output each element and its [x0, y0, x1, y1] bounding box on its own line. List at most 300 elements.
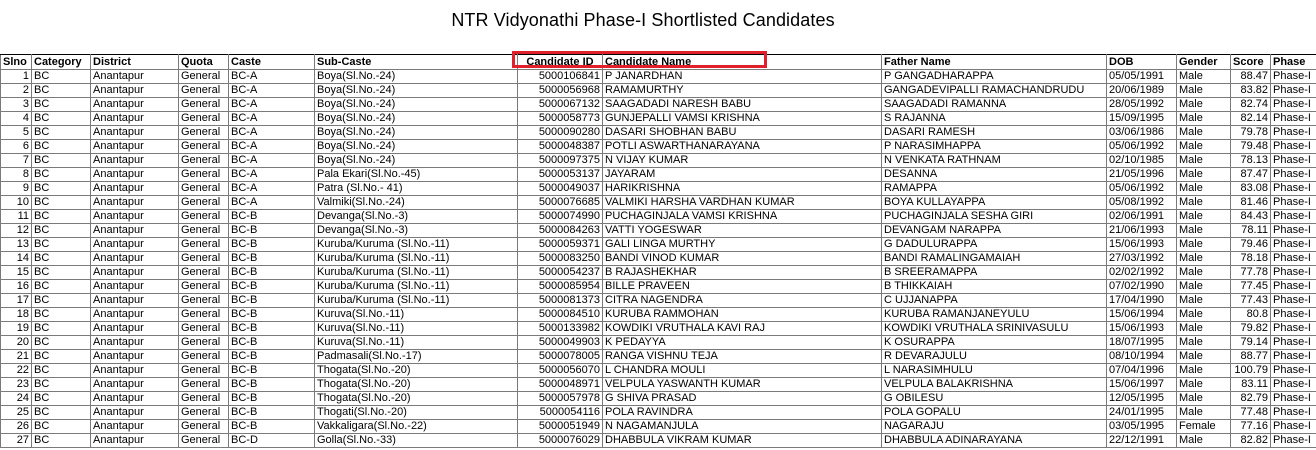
cell-slno: 8: [1, 168, 32, 182]
column-header-quota: Quota: [179, 55, 229, 70]
cell-slno: 2: [1, 84, 32, 98]
cell-gender: Male: [1177, 154, 1231, 168]
cell-sub-caste: Kuruba/Kuruma (Sl.No.-11): [315, 280, 518, 294]
cell-father-name: POLA GOPALU: [882, 406, 1107, 420]
cell-candidate-id: 5000058773: [518, 112, 603, 126]
cell-slno: 1: [1, 70, 32, 84]
cell-candidate-name: VALMIKI HARSHA VARDHAN KUMAR: [603, 196, 882, 210]
cell-caste: BC-A: [229, 112, 315, 126]
cell-slno: 4: [1, 112, 32, 126]
cell-caste: BC-B: [229, 224, 315, 238]
cell-phase: Phase-I: [1271, 266, 1316, 280]
table-row: [1, 252, 1316, 266]
cell-candidate-id: 5000076029: [518, 434, 603, 448]
cell-phase: Phase-I: [1271, 84, 1316, 98]
table-row: [1, 126, 1316, 140]
cell-dob: 02/02/1992: [1107, 266, 1177, 280]
cell-slno: 24: [1, 392, 32, 406]
table-row: [1, 238, 1316, 252]
cell-dob: 18/07/1995: [1107, 336, 1177, 350]
cell-sub-caste: Thogata(Sl.No.-20): [315, 378, 518, 392]
cell-category: BC: [32, 84, 91, 98]
cell-father-name: DHABBULA ADINARAYANA: [882, 434, 1107, 448]
cell-gender: Male: [1177, 280, 1231, 294]
cell-category: BC: [32, 322, 91, 336]
cell-category: BC: [32, 294, 91, 308]
cell-category: BC: [32, 182, 91, 196]
cell-gender: Male: [1177, 196, 1231, 210]
cell-caste: BC-A: [229, 196, 315, 210]
cell-sub-caste: Padmasali(Sl.No.-17): [315, 350, 518, 364]
cell-score: 77.45: [1231, 280, 1271, 294]
table-row: [1, 364, 1316, 378]
cell-candidate-name: L CHANDRA MOULI: [603, 364, 882, 378]
cell-phase: Phase-I: [1271, 420, 1316, 434]
cell-category: BC: [32, 420, 91, 434]
cell-dob: 27/03/1992: [1107, 252, 1177, 266]
cell-candidate-id: 5000076685: [518, 196, 603, 210]
cell-category: BC: [32, 126, 91, 140]
cell-gender: Male: [1177, 140, 1231, 154]
cell-score: 83.11: [1231, 378, 1271, 392]
cell-district: Anantapur: [91, 364, 179, 378]
cell-sub-caste: Pala Ekari(Sl.No.-45): [315, 168, 518, 182]
cell-sub-caste: Boya(Sl.No.-24): [315, 126, 518, 140]
cell-gender: Male: [1177, 168, 1231, 182]
table-row: [1, 434, 1316, 448]
cell-slno: 27: [1, 434, 32, 448]
cell-district: Anantapur: [91, 252, 179, 266]
cell-sub-caste: Boya(Sl.No.-24): [315, 154, 518, 168]
cell-phase: Phase-I: [1271, 112, 1316, 126]
cell-quota: General: [179, 84, 229, 98]
cell-score: 100.79: [1231, 364, 1271, 378]
cell-category: BC: [32, 350, 91, 364]
cell-caste: BC-A: [229, 98, 315, 112]
cell-gender: Male: [1177, 84, 1231, 98]
cell-dob: 20/06/1989: [1107, 84, 1177, 98]
cell-phase: Phase-I: [1271, 378, 1316, 392]
cell-dob: 15/06/1993: [1107, 322, 1177, 336]
cell-candidate-name: CITRA NAGENDRA: [603, 294, 882, 308]
cell-gender: Male: [1177, 126, 1231, 140]
cell-caste: BC-A: [229, 154, 315, 168]
cell-gender: Female: [1177, 420, 1231, 434]
table-row: [1, 182, 1316, 196]
cell-gender: Male: [1177, 266, 1231, 280]
cell-candidate-id: 5000054237: [518, 266, 603, 280]
cell-phase: Phase-I: [1271, 140, 1316, 154]
cell-candidate-name: HARIKRISHNA: [603, 182, 882, 196]
cell-slno: 13: [1, 238, 32, 252]
cell-phase: Phase-I: [1271, 406, 1316, 420]
cell-candidate-id: 5000051949: [518, 420, 603, 434]
table-header-row: [1, 55, 1316, 70]
cell-district: Anantapur: [91, 168, 179, 182]
cell-caste: BC-B: [229, 350, 315, 364]
cell-father-name: P NARASIMHAPPA: [882, 140, 1107, 154]
cell-district: Anantapur: [91, 350, 179, 364]
cell-quota: General: [179, 336, 229, 350]
cell-candidate-name: BANDI VINOD KUMAR: [603, 252, 882, 266]
cell-father-name: RAMAPPA: [882, 182, 1107, 196]
cell-slno: 15: [1, 266, 32, 280]
cell-category: BC: [32, 266, 91, 280]
cell-score: 79.48: [1231, 140, 1271, 154]
cell-dob: 02/10/1985: [1107, 154, 1177, 168]
cell-dob: 05/08/1992: [1107, 196, 1177, 210]
cell-quota: General: [179, 154, 229, 168]
cell-quota: General: [179, 434, 229, 448]
cell-sub-caste: Boya(Sl.No.-24): [315, 112, 518, 126]
cell-category: BC: [32, 140, 91, 154]
column-header-candidate-name: Candidate Name: [603, 55, 882, 70]
table-row: [1, 210, 1316, 224]
cell-score: 84.43: [1231, 210, 1271, 224]
cell-score: 78.11: [1231, 224, 1271, 238]
cell-category: BC: [32, 252, 91, 266]
column-header-phase: Phase: [1271, 55, 1316, 70]
table-row: [1, 308, 1316, 322]
cell-candidate-name: POTLI ASWARTHANARAYANA: [603, 140, 882, 154]
cell-sub-caste: Boya(Sl.No.-24): [315, 84, 518, 98]
cell-district: Anantapur: [91, 238, 179, 252]
table-row: [1, 350, 1316, 364]
cell-slno: 11: [1, 210, 32, 224]
cell-gender: Male: [1177, 224, 1231, 238]
cell-phase: Phase-I: [1271, 98, 1316, 112]
cell-candidate-name: G SHIVA PRASAD: [603, 392, 882, 406]
table-row: [1, 392, 1316, 406]
cell-quota: General: [179, 350, 229, 364]
column-header-caste: Caste: [229, 55, 315, 70]
column-header-category: Category: [32, 55, 91, 70]
cell-slno: 21: [1, 350, 32, 364]
cell-district: Anantapur: [91, 154, 179, 168]
cell-quota: General: [179, 420, 229, 434]
cell-slno: 20: [1, 336, 32, 350]
cell-dob: 05/06/1992: [1107, 140, 1177, 154]
table-row: [1, 140, 1316, 154]
column-header-dob: DOB: [1107, 55, 1177, 70]
cell-candidate-id: 5000057978: [518, 392, 603, 406]
cell-quota: General: [179, 266, 229, 280]
cell-slno: 3: [1, 98, 32, 112]
cell-gender: Male: [1177, 350, 1231, 364]
cell-dob: 15/06/1993: [1107, 238, 1177, 252]
cell-dob: 22/12/1991: [1107, 434, 1177, 448]
cell-gender: Male: [1177, 252, 1231, 266]
cell-district: Anantapur: [91, 70, 179, 84]
cell-sub-caste: Devanga(Sl.No.-3): [315, 224, 518, 238]
cell-candidate-id: 5000049903: [518, 336, 603, 350]
cell-father-name: KOWDIKI VRUTHALA SRINIVASULU: [882, 322, 1107, 336]
cell-father-name: N VENKATA RATHNAM: [882, 154, 1107, 168]
cell-score: 83.82: [1231, 84, 1271, 98]
cell-caste: BC-A: [229, 126, 315, 140]
cell-slno: 16: [1, 280, 32, 294]
cell-sub-caste: Patra (Sl.No.- 41): [315, 182, 518, 196]
cell-father-name: P GANGADHARAPPA: [882, 70, 1107, 84]
cell-father-name: B THIKKAIAH: [882, 280, 1107, 294]
table-row: [1, 98, 1316, 112]
cell-district: Anantapur: [91, 434, 179, 448]
cell-dob: 28/05/1992: [1107, 98, 1177, 112]
cell-sub-caste: Vakkaligara(Sl.No.-22): [315, 420, 518, 434]
cell-father-name: S RAJANNA: [882, 112, 1107, 126]
cell-sub-caste: Golla(Sl.No.-33): [315, 434, 518, 448]
column-header-father-name: Father Name: [882, 55, 1107, 70]
cell-category: BC: [32, 434, 91, 448]
cell-candidate-name: KURUBA RAMMOHAN: [603, 308, 882, 322]
cell-category: BC: [32, 224, 91, 238]
cell-quota: General: [179, 364, 229, 378]
cell-district: Anantapur: [91, 378, 179, 392]
cell-score: 79.46: [1231, 238, 1271, 252]
table-row: [1, 420, 1316, 434]
cell-phase: Phase-I: [1271, 280, 1316, 294]
cell-father-name: KURUBA RAMANJANEYULU: [882, 308, 1107, 322]
cell-dob: 15/06/1994: [1107, 308, 1177, 322]
cell-score: 77.48: [1231, 406, 1271, 420]
cell-candidate-name: JAYARAM: [603, 168, 882, 182]
cell-score: 83.08: [1231, 182, 1271, 196]
cell-gender: Male: [1177, 378, 1231, 392]
cell-quota: General: [179, 98, 229, 112]
cell-district: Anantapur: [91, 126, 179, 140]
cell-candidate-name: KOWDIKI VRUTHALA KAVI RAJ: [603, 322, 882, 336]
cell-quota: General: [179, 140, 229, 154]
cell-caste: BC-A: [229, 168, 315, 182]
cell-dob: 03/05/1995: [1107, 420, 1177, 434]
column-header-candidate-id: Candidate ID: [518, 55, 603, 70]
cell-gender: Male: [1177, 336, 1231, 350]
cell-candidate-id: 5000133982: [518, 322, 603, 336]
cell-sub-caste: Kuruba/Kuruma (Sl.No.-11): [315, 294, 518, 308]
cell-quota: General: [179, 70, 229, 84]
cell-caste: BC-A: [229, 70, 315, 84]
cell-category: BC: [32, 308, 91, 322]
cell-sub-caste: Kuruva(Sl.No.-11): [315, 336, 518, 350]
cell-candidate-name: GUNJEPALLI VAMSI KRISHNA: [603, 112, 882, 126]
cell-father-name: DEVANGAM NARAPPA: [882, 224, 1107, 238]
cell-sub-caste: Kuruba/Kuruma (Sl.No.-11): [315, 238, 518, 252]
cell-category: BC: [32, 406, 91, 420]
cell-sub-caste: Boya(Sl.No.-24): [315, 70, 518, 84]
cell-category: BC: [32, 70, 91, 84]
cell-score: 78.13: [1231, 154, 1271, 168]
cell-caste: BC-B: [229, 252, 315, 266]
cell-caste: BC-B: [229, 280, 315, 294]
cell-score: 78.18: [1231, 252, 1271, 266]
column-header-gender: Gender: [1177, 55, 1231, 70]
cell-dob: 15/09/1995: [1107, 112, 1177, 126]
cell-quota: General: [179, 112, 229, 126]
cell-score: 82.74: [1231, 98, 1271, 112]
cell-category: BC: [32, 364, 91, 378]
cell-sub-caste: Thogata(Sl.No.-20): [315, 364, 518, 378]
cell-gender: Male: [1177, 308, 1231, 322]
cell-father-name: G DADULURAPPA: [882, 238, 1107, 252]
cell-phase: Phase-I: [1271, 224, 1316, 238]
cell-dob: 21/06/1993: [1107, 224, 1177, 238]
cell-caste: BC-B: [229, 406, 315, 420]
cell-father-name: DESANNA: [882, 168, 1107, 182]
cell-caste: BC-B: [229, 378, 315, 392]
table-body: [1, 70, 1316, 448]
cell-quota: General: [179, 322, 229, 336]
cell-phase: Phase-I: [1271, 238, 1316, 252]
cell-gender: Male: [1177, 364, 1231, 378]
column-header-sub-caste: Sub-Caste: [315, 55, 518, 70]
cell-slno: 23: [1, 378, 32, 392]
cell-caste: BC-B: [229, 322, 315, 336]
cell-candidate-id: 5000074990: [518, 210, 603, 224]
cell-candidate-name: N VIJAY KUMAR: [603, 154, 882, 168]
cell-father-name: R DEVARAJULU: [882, 350, 1107, 364]
cell-phase: Phase-I: [1271, 434, 1316, 448]
cell-quota: General: [179, 294, 229, 308]
cell-father-name: GANGADEVIPALLI RAMACHANDRUDU: [882, 84, 1107, 98]
cell-father-name: BOYA KULLAYAPPA: [882, 196, 1107, 210]
cell-slno: 12: [1, 224, 32, 238]
cell-quota: General: [179, 308, 229, 322]
cell-father-name: G OBILESU: [882, 392, 1107, 406]
cell-quota: General: [179, 238, 229, 252]
cell-district: Anantapur: [91, 294, 179, 308]
cell-phase: Phase-I: [1271, 294, 1316, 308]
cell-phase: Phase-I: [1271, 126, 1316, 140]
cell-slno: 22: [1, 364, 32, 378]
table-row: [1, 196, 1316, 210]
column-header-score: Score: [1231, 55, 1271, 70]
cell-candidate-id: 5000084510: [518, 308, 603, 322]
table-row: [1, 280, 1316, 294]
cell-caste: BC-B: [229, 266, 315, 280]
cell-caste: BC-B: [229, 420, 315, 434]
cell-father-name: L NARASIMHULU: [882, 364, 1107, 378]
cell-candidate-name: RAMAMURTHY: [603, 84, 882, 98]
cell-candidate-name: POLA RAVINDRA: [603, 406, 882, 420]
cell-district: Anantapur: [91, 308, 179, 322]
cell-candidate-name: PUCHAGINJALA VAMSI KRISHNA: [603, 210, 882, 224]
cell-caste: BC-D: [229, 434, 315, 448]
cell-candidate-name: VELPULA YASWANTH KUMAR: [603, 378, 882, 392]
cell-caste: BC-B: [229, 336, 315, 350]
cell-quota: General: [179, 252, 229, 266]
cell-score: 80.8: [1231, 308, 1271, 322]
cell-district: Anantapur: [91, 112, 179, 126]
cell-phase: Phase-I: [1271, 182, 1316, 196]
cell-candidate-id: 5000084263: [518, 224, 603, 238]
table-row: [1, 378, 1316, 392]
cell-phase: Phase-I: [1271, 364, 1316, 378]
table-row: [1, 168, 1316, 182]
cell-gender: Male: [1177, 406, 1231, 420]
cell-sub-caste: Kuruva(Sl.No.-11): [315, 322, 518, 336]
cell-score: 81.46: [1231, 196, 1271, 210]
cell-phase: Phase-I: [1271, 336, 1316, 350]
cell-district: Anantapur: [91, 266, 179, 280]
cell-sub-caste: Thogata(Sl.No.-20): [315, 392, 518, 406]
cell-slno: 5: [1, 126, 32, 140]
table-row: [1, 294, 1316, 308]
cell-score: 88.47: [1231, 70, 1271, 84]
cell-score: 79.78: [1231, 126, 1271, 140]
page-title: NTR Vidyonathi Phase-I Shortlisted Candidates: [451, 10, 835, 30]
cell-dob: 24/01/1995: [1107, 406, 1177, 420]
cell-district: Anantapur: [91, 98, 179, 112]
cell-slno: 6: [1, 140, 32, 154]
cell-score: 77.43: [1231, 294, 1271, 308]
cell-quota: General: [179, 224, 229, 238]
cell-gender: Male: [1177, 98, 1231, 112]
cell-gender: Male: [1177, 238, 1231, 252]
cell-dob: 03/06/1986: [1107, 126, 1177, 140]
cell-father-name: B SREERAMAPPA: [882, 266, 1107, 280]
cell-quota: General: [179, 182, 229, 196]
cell-dob: 12/05/1995: [1107, 392, 1177, 406]
cell-dob: 08/10/1994: [1107, 350, 1177, 364]
table-row: [1, 322, 1316, 336]
cell-father-name: VELPULA BALAKRISHNA: [882, 378, 1107, 392]
cell-candidate-name: P JANARDHAN: [603, 70, 882, 84]
cell-quota: General: [179, 126, 229, 140]
cell-sub-caste: Thogati(Sl.No.-20): [315, 406, 518, 420]
candidates-table: [0, 54, 1316, 448]
cell-father-name: BANDI RAMALINGAMAIAH: [882, 252, 1107, 266]
cell-sub-caste: Kuruva(Sl.No.-11): [315, 308, 518, 322]
table-row: [1, 266, 1316, 280]
cell-slno: 18: [1, 308, 32, 322]
cell-category: BC: [32, 336, 91, 350]
cell-phase: Phase-I: [1271, 252, 1316, 266]
cell-dob: 15/06/1997: [1107, 378, 1177, 392]
cell-candidate-id: 5000059371: [518, 238, 603, 252]
cell-slno: 7: [1, 154, 32, 168]
cell-score: 87.47: [1231, 168, 1271, 182]
cell-gender: Male: [1177, 210, 1231, 224]
cell-district: Anantapur: [91, 420, 179, 434]
cell-phase: Phase-I: [1271, 70, 1316, 84]
cell-candidate-id: 5000078005: [518, 350, 603, 364]
cell-gender: Male: [1177, 70, 1231, 84]
cell-candidate-name: SAAGADADI NARESH BABU: [603, 98, 882, 112]
cell-category: BC: [32, 112, 91, 126]
cell-slno: 9: [1, 182, 32, 196]
cell-score: 77.78: [1231, 266, 1271, 280]
cell-score: 82.82: [1231, 434, 1271, 448]
cell-slno: 19: [1, 322, 32, 336]
cell-phase: Phase-I: [1271, 322, 1316, 336]
cell-candidate-name: DHABBULA VIKRAM KUMAR: [603, 434, 882, 448]
cell-slno: 26: [1, 420, 32, 434]
cell-phase: Phase-I: [1271, 308, 1316, 322]
table-row: [1, 406, 1316, 420]
cell-candidate-name: BILLE PRAVEEN: [603, 280, 882, 294]
cell-score: 82.14: [1231, 112, 1271, 126]
cell-caste: BC-B: [229, 294, 315, 308]
cell-gender: Male: [1177, 392, 1231, 406]
cell-phase: Phase-I: [1271, 154, 1316, 168]
cell-slno: 10: [1, 196, 32, 210]
cell-category: BC: [32, 196, 91, 210]
table-row: [1, 84, 1316, 98]
table-row: [1, 224, 1316, 238]
cell-candidate-id: 5000056968: [518, 84, 603, 98]
cell-candidate-id: 5000106841: [518, 70, 603, 84]
table-row: [1, 336, 1316, 350]
